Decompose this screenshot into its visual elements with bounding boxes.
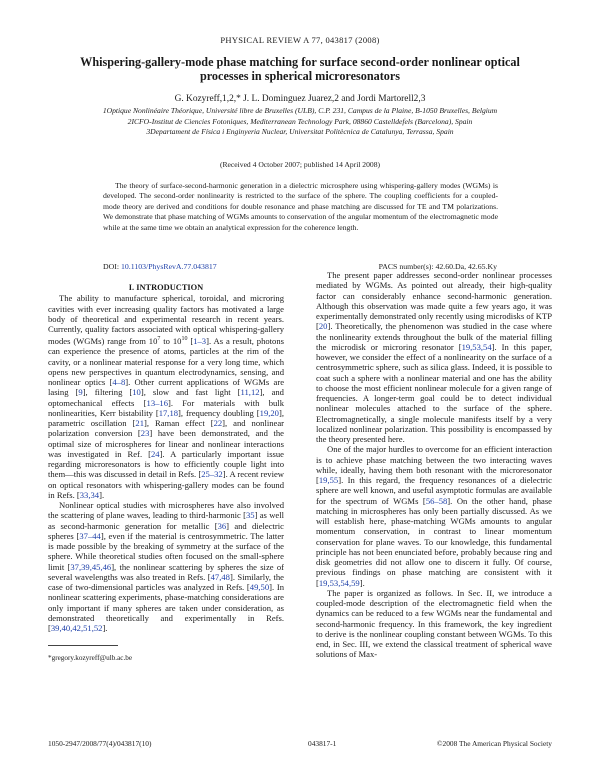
footnote-rule: [48, 645, 118, 646]
body-text: ], frequency doubling [: [178, 407, 260, 418]
body-text: ]. In this paper, however, we consider the effect of a nonlinearity on the surface of a centrosymmetric sphere, such as silica glass. Indeed, it is possible to coat such a sphere with a nonlinear material and one has the ability to choose the most efficient nonlinear molecule for a given range of frequencies. A longer-term goal could be to detect individual nonlinear molecules attached to the surface of the sphere. Electromagnetically, a single molecule manifests itself by a very localized nonlinear polarization. This possibility is encompassed by the theory presented here.: [316, 341, 552, 444]
body-text: ], and nonlinear polarization conversion [: [48, 418, 285, 439]
body-paragraph: [48, 500, 284, 633]
citation-link[interactable]: 33,34: [79, 489, 100, 500]
affiliations: [20, 106, 580, 138]
citation-link[interactable]: 17,18: [158, 407, 179, 418]
left-column: [48, 283, 284, 633]
right-column: [316, 270, 552, 660]
body-text: 7: [157, 336, 161, 343]
body-text: ] as well as second-harmonic generation for metallic [: [48, 510, 284, 531]
body-text: Nonlinear optical studies with microspheres have also involved the scattering of plane waves, leading to third-harmonic [: [48, 500, 284, 521]
body-text: ]. For materials with bulk nonlinearities, Kerr bistability [: [48, 397, 284, 418]
citation-link[interactable]: 39,40,42,51,52: [50, 623, 103, 634]
body-text: 10: [181, 336, 188, 343]
body-text: [: [187, 336, 194, 347]
citation-link[interactable]: 19,20: [259, 407, 279, 418]
body-text: to 10: [160, 336, 182, 347]
body-text: The ability to manufacture spherical, toroidal, and microring cavities with ever increasing quality factors has motivated a large body of theoretical and experimental research in recent years. Currently, quality factors associated with optical whispering-gallery modes (WGMs) range from 10: [48, 293, 284, 347]
corresponding-author-email[interactable]: *gregory.kozyreff@ulb.ac.be: [48, 654, 133, 662]
citation-link[interactable]: 9: [78, 387, 83, 398]
body-text: ]. Similarly, the case of two-dimensional particles was analyzed in Refs. [: [48, 571, 284, 593]
journal-header: PHYSICAL REVIEW A 77, 043817 (2008): [220, 35, 380, 45]
body-text: ].: [99, 489, 105, 500]
affiliation-1: 1Optique Nonlinéaire Théorique, Université libre de Bruxelles (ULB), C.P. 231, Campus de la Plaine, B-1050 Bruxelles, Belgium: [102, 106, 498, 115]
citation-link[interactable]: 37,39,45,46: [70, 561, 112, 572]
citation-link[interactable]: 20: [318, 321, 328, 332]
citation-link[interactable]: 19,53,54: [461, 341, 492, 352]
body-text: ], parametric oscillation [: [48, 407, 284, 429]
author-list: G. Kozyreff,1,2,* J. L. Dominguez Juarez,2 and Jordi Martorell2,3: [174, 94, 426, 104]
citation-link[interactable]: 13–16: [146, 397, 168, 408]
body-text: ]. In nonlinear scattering experiments, phase-matching considerations are only important if many spheres are taken under consideration, as demonstrated theoretically and experimentally in Refs. [: [48, 582, 284, 634]
citation-link[interactable]: 37–44: [79, 530, 101, 541]
citation-link[interactable]: 49,50: [249, 582, 270, 593]
citation-link[interactable]: 11,12: [240, 387, 260, 398]
citation-link[interactable]: 10: [132, 387, 141, 398]
body-text: ], and optomechanical effects [: [48, 387, 284, 408]
body-text: ]. As a result, photons can experience the presence of atoms, particles at the rim of the cavity, or a nonlinear material response for a very long time, which opens new perspectives in quantum electrodynamics, sensing, and nonlinear optics [: [48, 336, 284, 388]
right-body: [316, 270, 552, 660]
body-paragraph: [316, 588, 552, 660]
citation-link[interactable]: 22: [213, 418, 223, 429]
citation-link[interactable]: 36: [217, 520, 227, 531]
body-text: ], filtering [: [82, 387, 133, 398]
body-text: ], slow and fast light [: [140, 387, 241, 398]
left-body: [48, 293, 284, 633]
citation-link[interactable]: 24: [150, 448, 160, 459]
body-text: ] and dielectric spheres [: [48, 520, 284, 541]
citation-link[interactable]: 47,48: [210, 571, 230, 582]
copyright: ©2008 The American Physical Society: [436, 739, 552, 748]
page-number: 043817-1: [308, 739, 337, 748]
body-text: ], even if the material is centrosymmetric. The latter is made possible by the breaking of symmetry at the surface of the sphere. While theoretical studies often focused on the small-sphere limit [: [48, 530, 284, 572]
footer-identifier: 1050-2947/2008/77(4)/043817(10): [48, 739, 152, 748]
body-text: ], Raman effect [: [143, 418, 214, 429]
body-text: ]. On the other hand, phase matching in microspheres has only been partially discussed. As we will establish here, phase-matching WGMs amounts to angular momentum conservation, in contrast to linear momentum conservation for plane waves. To our knowledge, this fundamental principle has not been enunciated before, probably because ring and disk geometries did not allow one to discern it fully. Of course, previous findings on phase matching are consistent with it [: [316, 495, 552, 588]
received-dates: (Received 4 October 2007; published 14 April 2008): [219, 160, 381, 169]
body-text: ]. In this regard, the frequency resonances of a dielectric sphere are well known, and useful asymptotic formulas are available for the spectrum of WGMs [: [316, 475, 552, 506]
doi-label: DOI:: [103, 262, 120, 271]
citation-link[interactable]: 4–8: [112, 377, 126, 388]
abstract: [103, 181, 498, 233]
section-heading: I. INTRODUCTION: [128, 283, 204, 292]
citation-link[interactable]: 19,53,54,59: [318, 577, 360, 588]
citation-link[interactable]: 25–32: [201, 469, 223, 480]
body-text: The present paper addresses second-order nonlinear processes mediated by WGMs. As pointed out already, their high-quality factor can considerably enhance second-harmonic generation. Although this observation was made quite a few years ago, it was experimentally demonstrated only recently using microdisks of KTP [: [316, 270, 552, 332]
body-text: ] have been demonstrated, and the optimal size of microspheres for linear and nonlinear interactions was investigated in Ref. [: [48, 428, 284, 459]
doi-link[interactable]: 10.1103/PhysRevA.77.043817: [120, 262, 217, 271]
pacs-numbers: PACS number(s): 42.60.Da, 42.65.Ky: [378, 262, 497, 271]
citation-link[interactable]: 35: [246, 510, 255, 521]
abstract-text: The theory of surface-second-harmonic generation in a dielectric microsphere using whispering-gallery modes (WGMs) is developed. The second-order nonlinearity is restricted to the surface of the sphere. The coupling coefficients for a coupled-mode theory are derived and conditions for double resonance and phase matching are discussed for TE and TM polarizations. We demonstrate that phase matching of WGMs amounts to conservation of the angular momentum of the electromagnetic mode while at the same time we obtain an analytical expression for the coherence length.: [103, 181, 498, 232]
doi-line: [103, 262, 217, 271]
body-text: ], the nonlinear scattering by spheres the size of several wavelengths was also treated in Refs. [: [48, 561, 284, 582]
body-paragraph: [316, 270, 552, 444]
citation-link[interactable]: 1–3: [193, 336, 207, 347]
citation-link[interactable]: 56–58: [425, 495, 448, 506]
body-text: ]. Theoretically, the phenomenon was studied in the case where the nonlinearity extends throughout the bulk of the material filling the microdisk or microring resonator [: [316, 321, 552, 352]
body-text: ]. A recent review on optical resonators with whispering-gallery modes can be found in Refs. [: [48, 469, 284, 500]
body-text: One of the major hurdles to overcome for an efficient interaction is to achieve phase matching between the two interacting waves while, ideally, having them both resonant with the microresonator [: [316, 444, 552, 485]
body-paragraph: [48, 293, 284, 500]
body-text: ]. Other current applications of WGMs are lasing [: [48, 377, 285, 398]
body-paragraph: [316, 444, 552, 588]
body-text: ].: [359, 577, 365, 588]
body-text: ].: [102, 623, 108, 634]
body-text: ]. A particularly important issue regarding microresonators is how to efficiently couple light into them—this was discussed in detail in Refs. [: [48, 448, 284, 480]
affiliation-2: 2ICFO-Institut de Ciencies Fotoniques, Mediterranean Technology Park, 08860 Castelldefels (Barcelona), Spain: [127, 116, 473, 126]
affiliation-3: 3Departament de Física i Enginyeria Nuclear, Universitat Politècnica de Catalunya, Terrassa, Spain: [146, 127, 454, 137]
body-text: The paper is organized as follows. In Sec. II, we introduce a coupled-mode description of the electromagnetic field when the dynamics can be reduced to a few WGMs near the fundamental and second-harmonic frequency. In this framework, the key ingredient to derive is the nonlinear coupling constant between WGMs. To this end, in Sec. III, we extend the classical treatment of spherical wave solutions of Max-: [316, 587, 552, 660]
citation-link[interactable]: 19,55: [318, 475, 339, 485]
paper-title: Whispering-gallery-mode phase matching for surface second-order nonlinear optical processes in spherical microresonators: [80, 55, 520, 83]
citation-link[interactable]: 21: [135, 418, 144, 429]
citation-link[interactable]: 23: [140, 428, 150, 439]
